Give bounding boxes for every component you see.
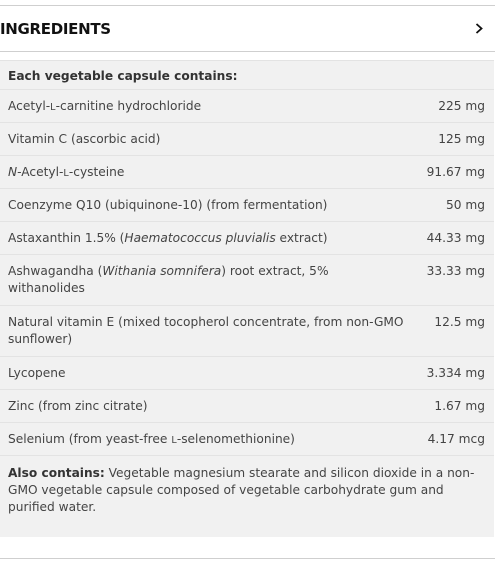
also-contains-text: Vegetable magnesium stearate and silicon dioxide in a non-GMO vegetable capsule composed of vegetable carbohydrate gum and purified water. xyxy=(8,466,475,514)
table-heading-row xyxy=(0,61,494,90)
ingredient-amount: 91.67 mg xyxy=(426,165,485,179)
ingredient-name: Ashwagandha (Withania somnifera) root extract, 5% withanolides xyxy=(8,264,329,295)
table-row xyxy=(0,306,494,357)
ingredient-name: Astaxanthin 1.5% (Haematococcus pluvialis extract) xyxy=(8,231,328,245)
ingredient-amount: 12.5 mg xyxy=(434,315,485,329)
section-title: INGREDIENTS xyxy=(0,19,111,38)
table-row xyxy=(0,423,494,456)
table-row xyxy=(0,156,494,189)
ingredient-amount: 125 mg xyxy=(438,132,485,146)
table-row xyxy=(0,357,494,390)
ingredient-name: N-Acetyl-L-cysteine xyxy=(8,165,125,179)
ingredient-amount: 225 mg xyxy=(438,99,485,113)
ingredient-name: Zinc (from zinc citrate) xyxy=(8,399,148,413)
table-row xyxy=(0,90,494,123)
table-row xyxy=(0,255,494,306)
ingredient-name: Coenzyme Q10 (ubiquinone-10) (from fermentation) xyxy=(8,198,328,212)
ingredient-name: Selenium (from yeast-free L-selenomethionine) xyxy=(8,432,295,446)
also-contains-label: Also contains: xyxy=(8,466,105,480)
ingredient-amount: 1.67 mg xyxy=(434,399,485,413)
ingredient-name: Lycopene xyxy=(8,366,66,380)
table-row xyxy=(0,390,494,423)
ingredient-name: Natural vitamin E (mixed tocopherol concentrate, from non-GMO sunflower) xyxy=(8,315,404,346)
table-row xyxy=(0,123,494,156)
ingredients-table xyxy=(0,60,494,537)
contains-heading: Each vegetable capsule contains: xyxy=(8,69,238,83)
bottom-divider xyxy=(0,558,495,559)
ingredient-name: Vitamin C (ascorbic acid) xyxy=(8,132,161,146)
ingredient-amount: 33.33 mg xyxy=(426,264,485,278)
ingredient-amount: 50 mg xyxy=(446,198,485,212)
chevron-right-icon[interactable] xyxy=(473,22,485,36)
table-row xyxy=(0,222,494,255)
ingredient-amount: 4.17 mcg xyxy=(427,432,485,446)
ingredient-amount: 3.334 mg xyxy=(426,366,485,380)
ingredient-name: Acetyl-L-carnitine hydrochloride xyxy=(8,99,202,113)
table-row xyxy=(0,189,494,222)
also-contains-note xyxy=(0,456,494,537)
ingredients-accordion-header[interactable] xyxy=(0,6,495,52)
ingredient-amount: 44.33 mg xyxy=(426,231,485,245)
